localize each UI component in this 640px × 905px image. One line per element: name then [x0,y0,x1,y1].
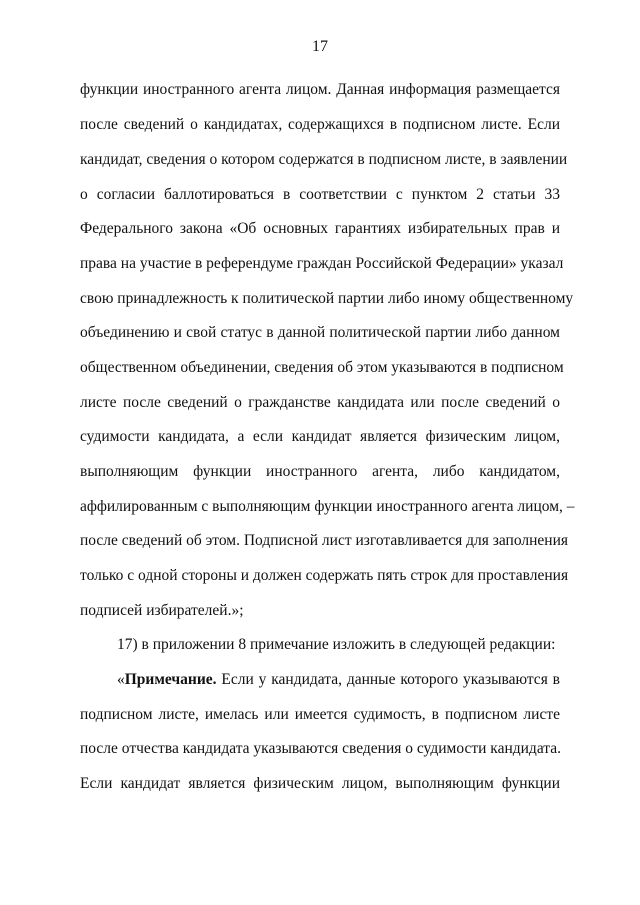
note-first-line-text: Если у кандидата, данные которого указываются в [216,671,560,688]
page-number: 17 [312,38,328,55]
note-first-line [117,670,560,690]
note-label: Примечание. [124,671,217,688]
body-line: общественном объединении, сведения об этом указываются в подписном [80,359,564,376]
body-line: функции иностранного агента лицом. Данная информация размещается [80,81,560,98]
body-line: подписей избирателей.»; [80,602,244,619]
body-line: права на участие в референдуме граждан Российской Федерации» указал [80,255,564,272]
body-line: аффилированным с выполняющим функции иностранного агента лицом, – [80,498,575,515]
note-line: Если кандидат является физическим лицом, выполняющим функции [80,775,560,792]
note-line: подписном листе, имелась или имеется судимость, в подписном листе [80,706,560,723]
body-line: о согласии баллотироваться в соответствии с пунктом 2 статьи 33 [80,186,560,203]
body-line: кандидат, сведения о котором содержатся в подписном листе, в заявлении [80,151,568,168]
body-line: Федерального закона «Об основных гарантиях избирательных прав и [80,220,560,237]
body-line: выполняющим функции иностранного агента, либо кандидатом, [80,463,560,480]
body-line: после сведений об этом. Подписной лист изготавливается для заполнения [80,532,569,549]
body-line: объединению и свой статус в данной политической партии либо данном [80,324,560,341]
item-17-heading: 17) в приложении 8 примечание изложить в следующей редакции: [117,636,556,653]
body-line: судимости кандидата, а если кандидат является физическим лицом, [80,428,560,445]
body-line: свою принадлежность к политической партии либо иному общественному [80,290,574,307]
body-line: после сведений о кандидатах, содержащихся в подписном листе. Если [80,116,560,133]
body-line: листе после сведений о гражданстве кандидата или после сведений о [80,394,560,411]
note-open-quote: « [117,671,125,688]
note-line: после отчества кандидата указываются сведения о судимости кандидата. [80,740,562,757]
body-line: только с одной стороны и должен содержать пять строк для проставления [80,567,569,584]
